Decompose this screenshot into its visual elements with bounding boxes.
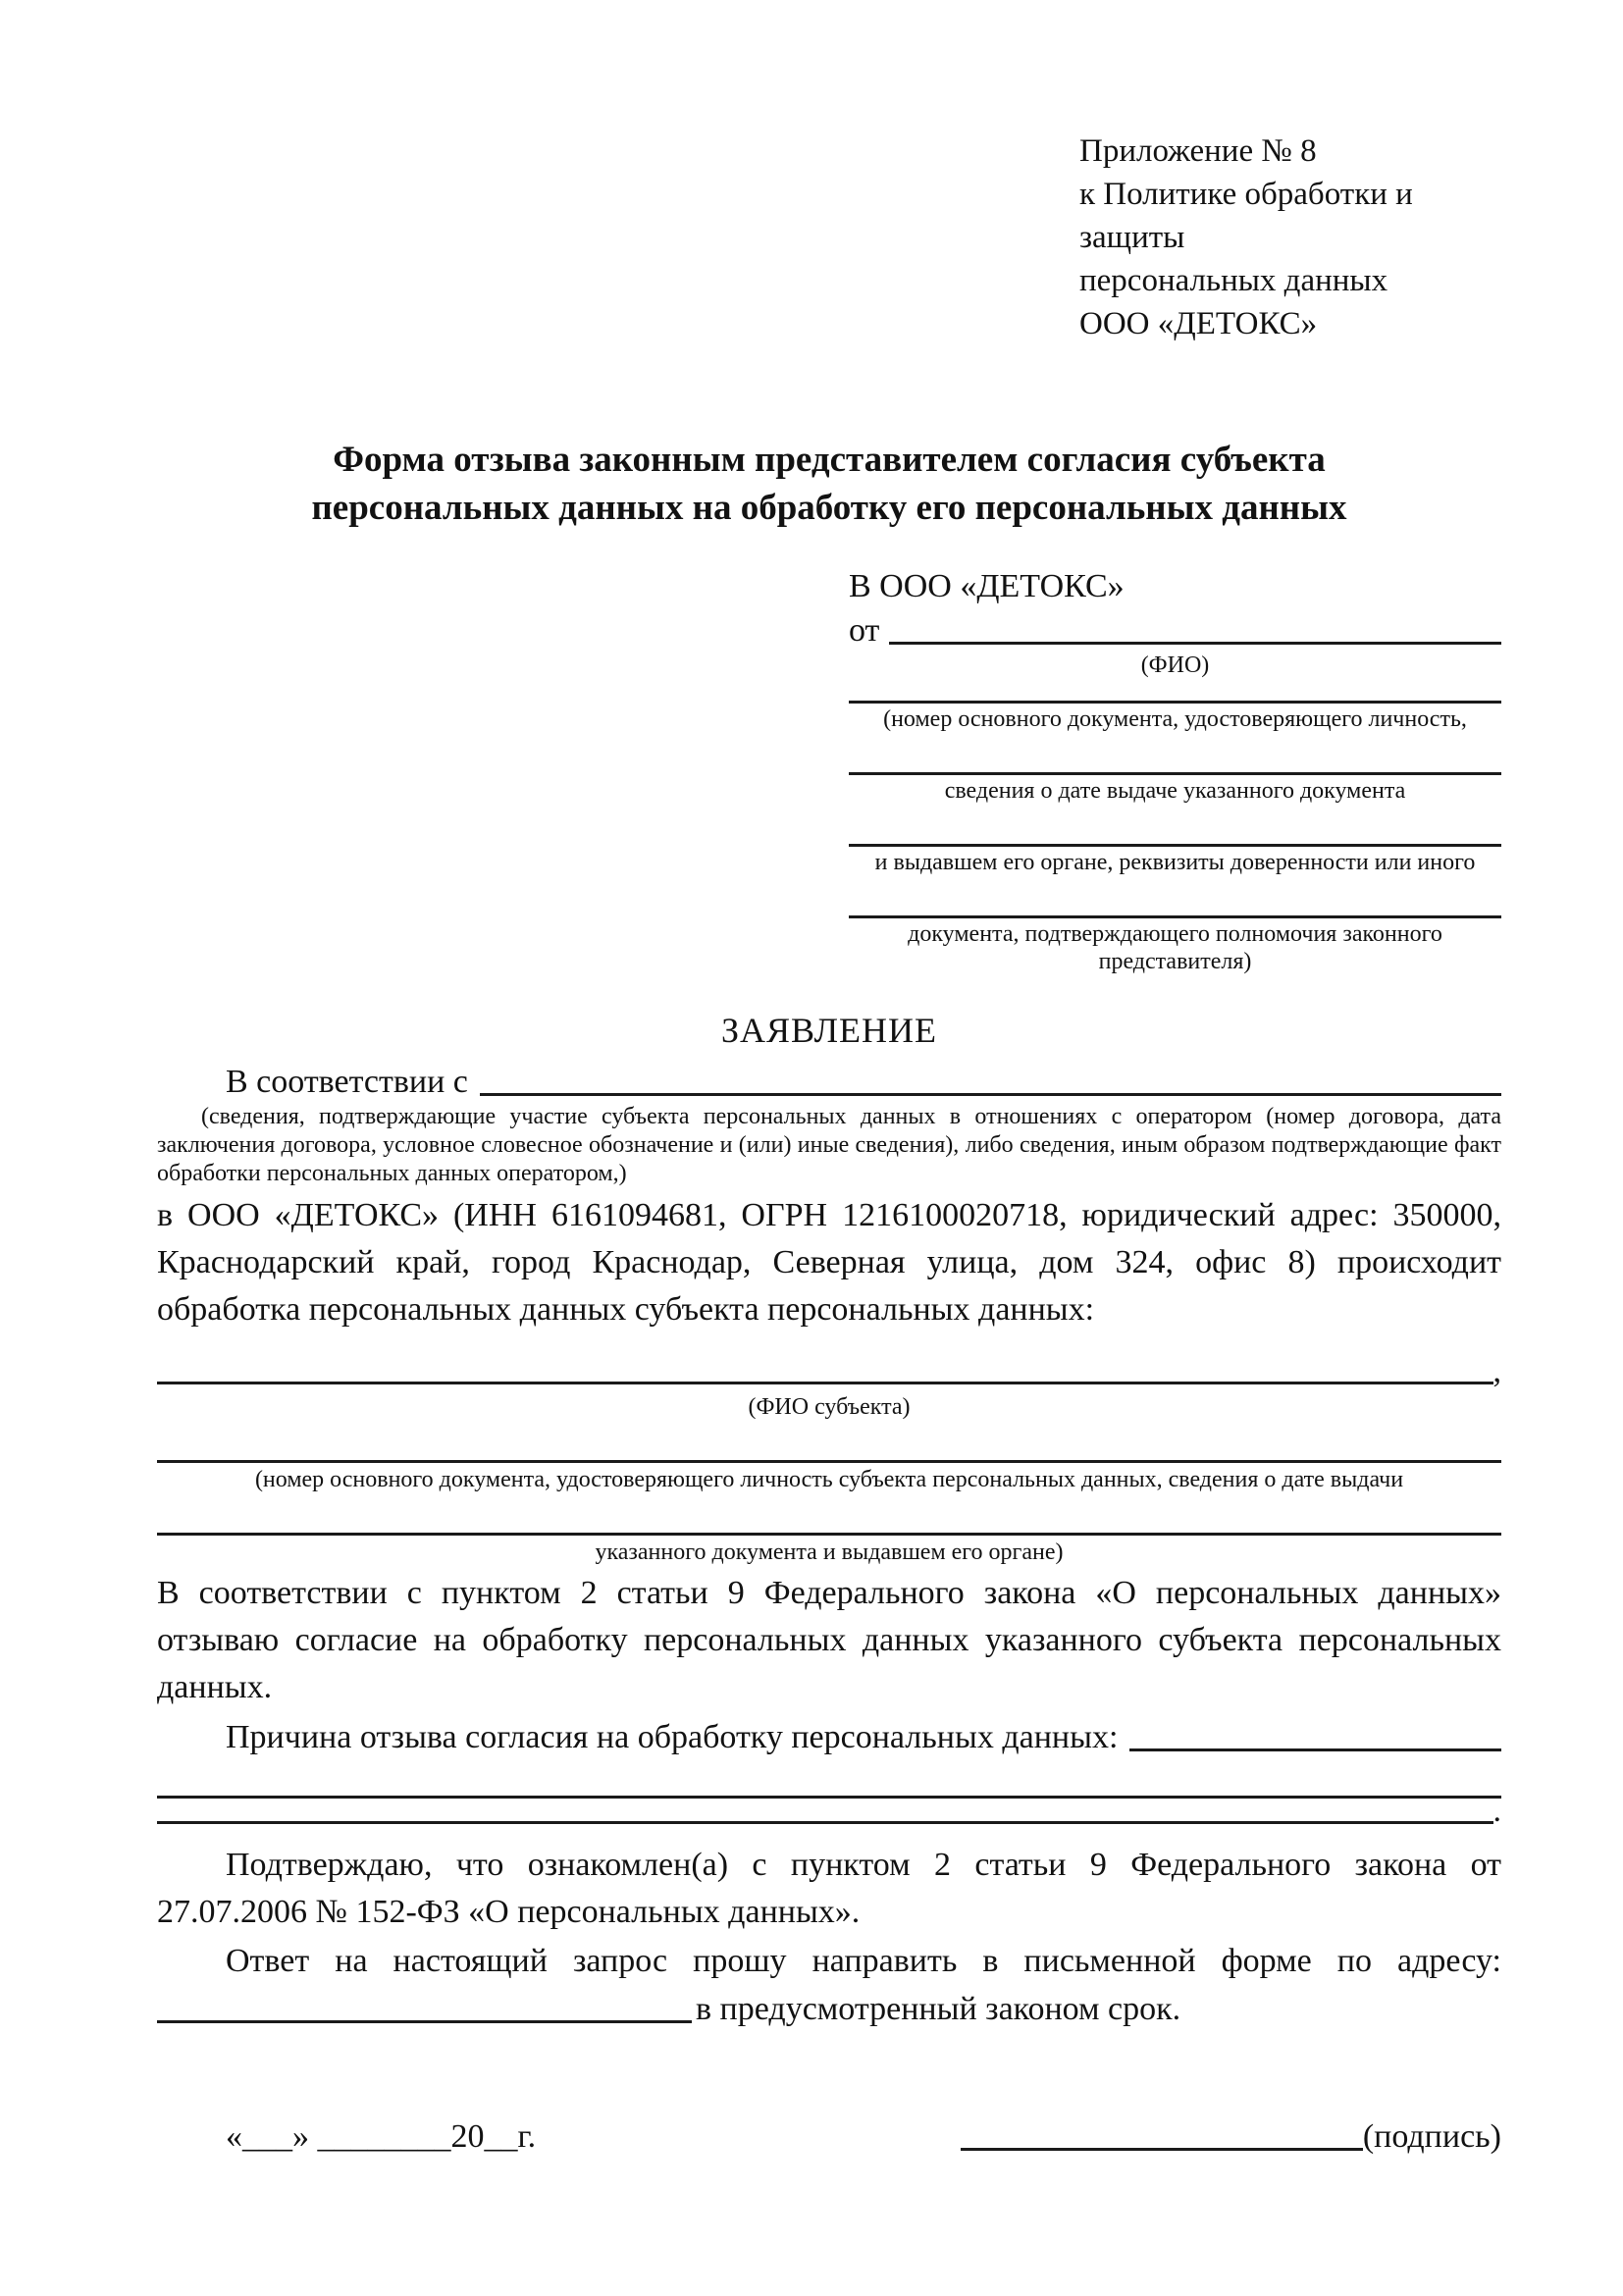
- footer-row: [157, 2118, 1501, 2156]
- date-line: «___» ________20__г.: [226, 2118, 537, 2155]
- subject-fill-in-line: [157, 1382, 1493, 1384]
- subject-doc-caption-1: (номер основного документа, удостоверяющего личность субъекта персональных данных, сведения о дате выдачи: [254, 1467, 1404, 1492]
- intro-caption: (сведения, подтверждающие участие субъекта персональных данных в отношениях с оператором (номер договора, дата заключения договора, условное словесное обозначение и (или) иные сведения), либо сведения, иным образом подтверждающие факт обработки персональных данных оператором,): [157, 1104, 1501, 1186]
- intro-fill-in-line: [480, 1093, 1501, 1096]
- subject-fio-caption: (ФИО субъекта): [748, 1394, 911, 1420]
- fill-in-line: [849, 876, 1501, 918]
- statement-heading: ЗАЯВЛЕНИЕ: [720, 1011, 938, 1050]
- fill-in-line: [849, 679, 1501, 704]
- reply-request-tail: в предусмотренный законом срок.: [696, 1991, 1181, 2027]
- appendix-line: Приложение № 8: [1079, 133, 1317, 169]
- reason-lead: Причина отзыва согласия на обработку персональных данных:: [226, 1719, 1119, 1755]
- reason-row: [157, 1711, 1501, 1756]
- signature-fill-in-line: [961, 2148, 1363, 2151]
- acknowledgement-paragraph: Подтверждаю, что ознакомлен(а) с пунктом 2 статьи 9 Федерального закона от 27.07.2006 № 152-ФЗ «О персональных данных».: [157, 1847, 1501, 1930]
- appendix-header: [1079, 130, 1501, 345]
- fill-in-line: [849, 733, 1501, 775]
- appendix-line: к Политике обработки и защиты: [1079, 177, 1413, 255]
- subject-doc-caption-2: указанного документа и выдавшем его органе): [595, 1539, 1064, 1565]
- doc-caption-4: документа, подтверждающего полномочия законного представителя): [908, 921, 1442, 974]
- from-row: [849, 606, 1501, 650]
- subject-line-comma: ,: [1492, 1353, 1501, 1389]
- addressee-block: [849, 567, 1501, 975]
- from-fill-in-line: [889, 642, 1501, 645]
- fill-in-line: [157, 1821, 1493, 1824]
- appendix-line: ООО «ДЕТОКС»: [1079, 306, 1318, 341]
- fio-caption: (ФИО): [1140, 652, 1210, 678]
- doc-caption-3: и выдавшем его органе, реквизиты доверенности или иного: [874, 850, 1476, 875]
- doc-caption-2: сведения о дате выдаче указанного документа: [944, 778, 1406, 804]
- blank-line-period: .: [1492, 1793, 1501, 1829]
- intro-lead: В соответствии с: [226, 1064, 468, 1100]
- fill-in-line: [157, 1493, 1501, 1536]
- blank-line-with-period: [157, 1793, 1501, 1830]
- addressee-organization: В ООО «ДЕТОКС»: [849, 568, 1125, 604]
- reply-address-fill-in-line: [157, 2020, 692, 2023]
- intro-row: [157, 1058, 1501, 1101]
- reply-address-row: [157, 1985, 1501, 2028]
- fill-in-line: [849, 805, 1501, 847]
- signature-group: [961, 2118, 1501, 2156]
- form-title: Форма отзыва законным представителем согласия субъекта персональных данных на обработку его персональных данных: [311, 440, 1347, 528]
- appendix-line: персональных данных: [1079, 263, 1388, 298]
- from-label: от: [849, 612, 880, 649]
- reply-request-line: Ответ на настоящий запрос прошу направить в письменной форме по адресу:: [226, 1943, 1501, 1979]
- withdrawal-paragraph: В соответствии с пунктом 2 статьи 9 Федерального закона «О персональных данных» отзываю согласие на обработку персональных данных указанного субъекта персональных данных.: [157, 1575, 1501, 1705]
- fill-in-line: [157, 1421, 1501, 1463]
- subject-name-row: [157, 1349, 1501, 1390]
- fill-in-line: [157, 1756, 1501, 1799]
- doc-caption-1: (номер основного документа, удостоверяющего личность,: [883, 706, 1467, 732]
- reason-fill-in-line: [1129, 1748, 1501, 1751]
- operator-paragraph: в ООО «ДЕТОКС» (ИНН 6161094681, ОГРН 1216100020718, юридический адрес: 350000, Краснодарский край, город Краснодар, Северная улица, дом 324, офис 8) происходит обработка персональных данных субъекта персональных данных:: [157, 1197, 1501, 1328]
- signature-caption: (подпись): [1362, 2118, 1501, 2155]
